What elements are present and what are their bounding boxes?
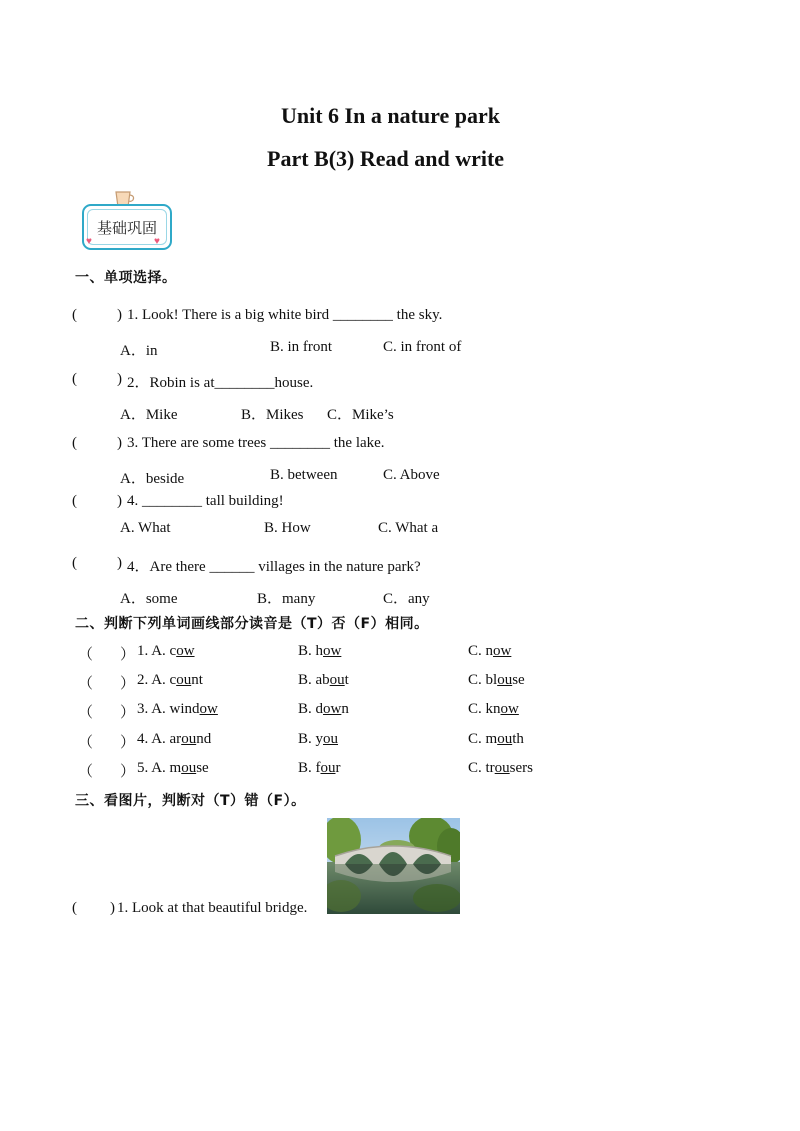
answer-bracket-open[interactable]: （ [78,705,94,721]
underlined-letters: ow [323,643,342,659]
option-c: C. Above [383,467,440,483]
word-part: 5. [137,760,152,776]
word-part: B. ab [298,672,330,688]
underlined-letters: ou [181,760,197,776]
answer-bracket-open[interactable]: ( [72,307,77,323]
section-2-title: 二、判断下列单词画线部分读音是（T）否（F）相同。 [75,616,429,632]
answer-bracket-close: ） [120,676,136,692]
underlined-letters: ou [320,760,336,776]
answer-bracket-close: ) [117,555,122,571]
bridge-photo [327,818,460,914]
option-a: A．some [120,591,178,607]
word-part: C. bl [468,672,498,688]
option-b: B. in front [270,339,333,355]
underlined-letters: ou [181,731,197,747]
option-b [298,643,341,660]
answer-bracket-open[interactable]: ( [72,493,77,509]
section-1-title: 一、单项选择。 [75,270,177,286]
underlined-letters: ou [497,672,513,688]
word-part: 4. [137,731,152,747]
answer-bracket-open[interactable]: （ [78,735,94,751]
option-b [298,672,349,689]
option-b [298,760,341,777]
underlined-letters: ou [494,760,510,776]
word-part: A. m [151,760,182,776]
option-c [468,643,511,660]
option-a [137,731,211,748]
underlined-letters: ou [323,731,339,747]
option-b: B．Mikes [241,407,304,423]
word-part: nt [191,672,203,688]
answer-bracket-open[interactable]: （ [78,676,94,692]
word-part: t [344,672,349,688]
bridge-image [327,818,460,914]
option-a: A．beside [120,471,185,487]
question-text: 1. Look at that beautiful bridge. [117,900,308,916]
option-a [137,672,203,689]
answer-bracket-close: ) [117,307,122,323]
answer-bracket-close: ) [117,371,122,387]
answer-bracket-open[interactable]: （ [78,764,94,780]
word-part: se [196,760,209,776]
question-text: 4．Are there ______ villages in the nature park? [127,559,421,575]
answer-bracket-close: ） [120,647,136,663]
answer-bracket-open[interactable]: ( [72,900,77,916]
word-part: C. m [468,731,498,747]
option-a: A．in [120,343,158,359]
answer-bracket-close: ） [120,705,136,721]
answer-bracket-close: ） [120,735,136,751]
word-part: C. n [468,643,494,659]
answer-bracket-open[interactable]: ( [72,371,77,387]
word-part: C. kn [468,701,501,717]
question-text: 3. There are some trees ________ the lake. [127,435,385,451]
word-part: A. ar [151,731,182,747]
word-part: 1. [137,643,152,659]
section-badge [80,190,172,252]
answer-bracket-close: ) [117,435,122,451]
option-b [298,701,349,718]
option-a: A．Mike [120,407,178,423]
underlined-letters: ow [199,701,218,717]
word-part: 2. [137,672,152,688]
word-part: n [341,701,349,717]
word-part: se [512,672,525,688]
option-a [137,760,209,777]
option-a [137,701,218,718]
option-c [468,760,533,777]
word-part: th [512,731,524,747]
word-part: A. c [151,643,177,659]
section-3-title: 三、看图片，判断对（T）错（F）。 [75,793,306,809]
option-c: C. What a [378,520,439,536]
badge-label: 基础巩固 [87,209,167,245]
option-b: B. between [270,467,338,483]
underlined-letters: ow [493,643,512,659]
option-c [468,672,525,689]
underlined-letters: ow [176,643,195,659]
word-part: B. y [298,731,324,747]
underlined-letters: ou [329,672,345,688]
answer-bracket-close: ） [120,764,136,780]
word-part: B. d [298,701,324,717]
option-c: C．any [383,591,430,607]
option-c: C．Mike’s [327,407,394,423]
word-part: C. tr [468,760,495,776]
word-part: nd [196,731,212,747]
answer-bracket-open[interactable]: ( [72,435,77,451]
underlined-letters: ou [176,672,192,688]
answer-bracket-close: ) [110,900,115,916]
option-b [298,731,338,748]
answer-bracket-close: ) [117,493,122,509]
page-subtitle: Part B(3) Read and write [267,146,505,171]
option-b: B．many [257,591,316,607]
heart-icon: ♥ [154,236,160,247]
option-c [468,701,519,718]
heart-icon: ♥ [86,236,92,247]
option-a [137,643,195,660]
option-c [468,731,524,748]
word-part: A. wind [151,701,200,717]
underlined-letters: ow [323,701,342,717]
word-part: A. c [151,672,177,688]
word-part: B. h [298,643,324,659]
page-title: Unit 6 In a nature park [281,103,501,128]
answer-bracket-open[interactable]: （ [78,647,94,663]
option-a: A. What [120,520,171,536]
question-text: 1. Look! There is a big white bird ________ the sky. [127,307,443,323]
option-c: C. in front of [383,339,462,355]
underlined-letters: ou [497,731,513,747]
word-part: sers [509,760,533,776]
word-part: r [335,760,341,776]
word-part: B. f [298,760,321,776]
underlined-letters: ow [500,701,519,717]
word-part: 3. [137,701,152,717]
option-b: B. How [264,520,311,536]
question-text: 2．Robin is at________house. [127,375,314,391]
question-text: 4. ________ tall building! [127,493,284,509]
answer-bracket-open[interactable]: ( [72,555,77,571]
